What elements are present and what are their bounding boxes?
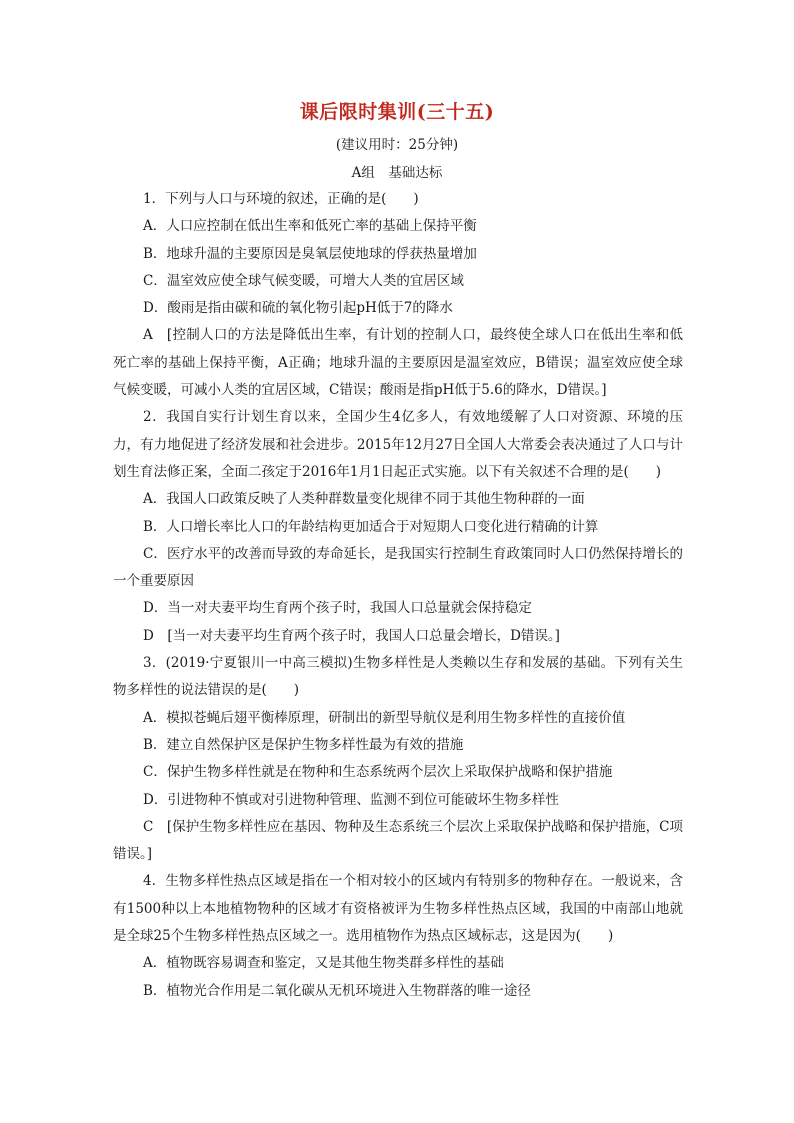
question-3-stem: 3．(2019·宁夏银川一中高三模拟)生物多样性是人类赖以生存和发展的基础。下列有关生物多样性的说法错误的是( ) — [113, 655, 683, 699]
question-4-stem: 4．生物多样性热点区域是指在一个相对较小的区域内有特别多的物种存在。一般说来，含有1500种以上本地植物物种的区域才有资格被评为生物多样性热点区域，我国的中南部山地就是全球25个生物多样性热点区域之一。选用植物作为热点区域标志，这是因为( ) — [113, 873, 683, 945]
question-2-option-c: C．医疗水平的改善而导致的寿命延长，是我国实行控制生育政策同时人口仍然保持增长的一个重要原因 — [113, 545, 683, 590]
question-2-option-a: A．我国人口政策反映了人类种群数量变化规律不同于其他生物种群的一面 — [143, 491, 585, 508]
question-3-option-d: D．引进物种不慎或对引进物种管理、监测不到位可能破坏生物多样性 — [143, 791, 559, 808]
question-2-option-b: B．人口增长率比人口的年龄结构更加适合于对短期人口变化进行精确的计算 — [143, 518, 599, 535]
question-2-answer: D [当一对夫妻平均生育两个孩子时，我国人口总量会增长，D错误。] — [143, 627, 560, 644]
question-3-answer: C [保护生物多样性应在基因、物种及生态系统三个层次上采取保护战略和保护措施，C项错误。] — [113, 818, 683, 863]
question-1-answer: A [控制人口的方法是降低出生率，有计划的控制人口，最终使全球人口在低出生率和低死亡率的基础上保持平衡，A正确；地球升温的主要原因是温室效应，B错误；温室效应使全球气候变暖，可减小人类的宜居区域，C错误；酸雨是指pH低于5.6的降水，D错误。] — [113, 327, 683, 399]
question-3-option-a: A．模拟苍蝇后翅平衡棒原理，研制出的新型导航仪是利用生物多样性的直接价值 — [143, 709, 626, 726]
question-1-stem: 1．下列与人口与环境的叙述，正确的是( ) — [143, 191, 419, 207]
question-2-option-d: D．当一对夫妻平均生育两个孩子时，我国人口总量就会保持稳定 — [143, 600, 532, 617]
question-1-option-d: D．酸雨是指由碳和硫的氧化物引起pH低于7的降水 — [143, 300, 453, 317]
page-title: 课后限时集训(三十五) — [299, 101, 495, 123]
question-4-option-a: A．植物既容易调查和鉴定，又是其他生物类群多样性的基础 — [143, 955, 504, 972]
question-content — [113, 186, 683, 1005]
question-2-stem: 2．我国自实行计划生育以来，全国少生4亿多人，有效地缓解了人口对资源、环境的压力，有力地促进了经济发展和社会进步。2015年12月27日全国人大常委会表决通过了人口与计划生育法修正案，全面二孩定于2016年1月1日起正式实施。以下有关叙述不合理的是( ) — [113, 409, 683, 480]
question-1-option-b: B．地球升温的主要原因是臭氧层使地球的俘获热量增加 — [143, 245, 477, 262]
question-3-option-c: C．保护生物多样性就是在物种和生态系统两个层次上采取保护战略和保护措施 — [143, 764, 613, 781]
question-4-option-b: B．植物光合作用是二氧化碳从无机环境进入生物群落的唯一途径 — [143, 982, 531, 999]
question-1-option-a: A．人口应控制在低出生率和低死亡率的基础上保持平衡 — [143, 218, 477, 235]
question-3-option-b: B．建立自然保护区是保护生物多样性最为有效的措施 — [143, 736, 464, 753]
question-1-option-c: C．温室效应使全球气候变暖，可增大人类的宜居区域 — [143, 272, 464, 289]
group-heading: A组 基础达标 — [351, 165, 443, 181]
suggested-time: (建议用时：25分钟) — [335, 137, 459, 153]
